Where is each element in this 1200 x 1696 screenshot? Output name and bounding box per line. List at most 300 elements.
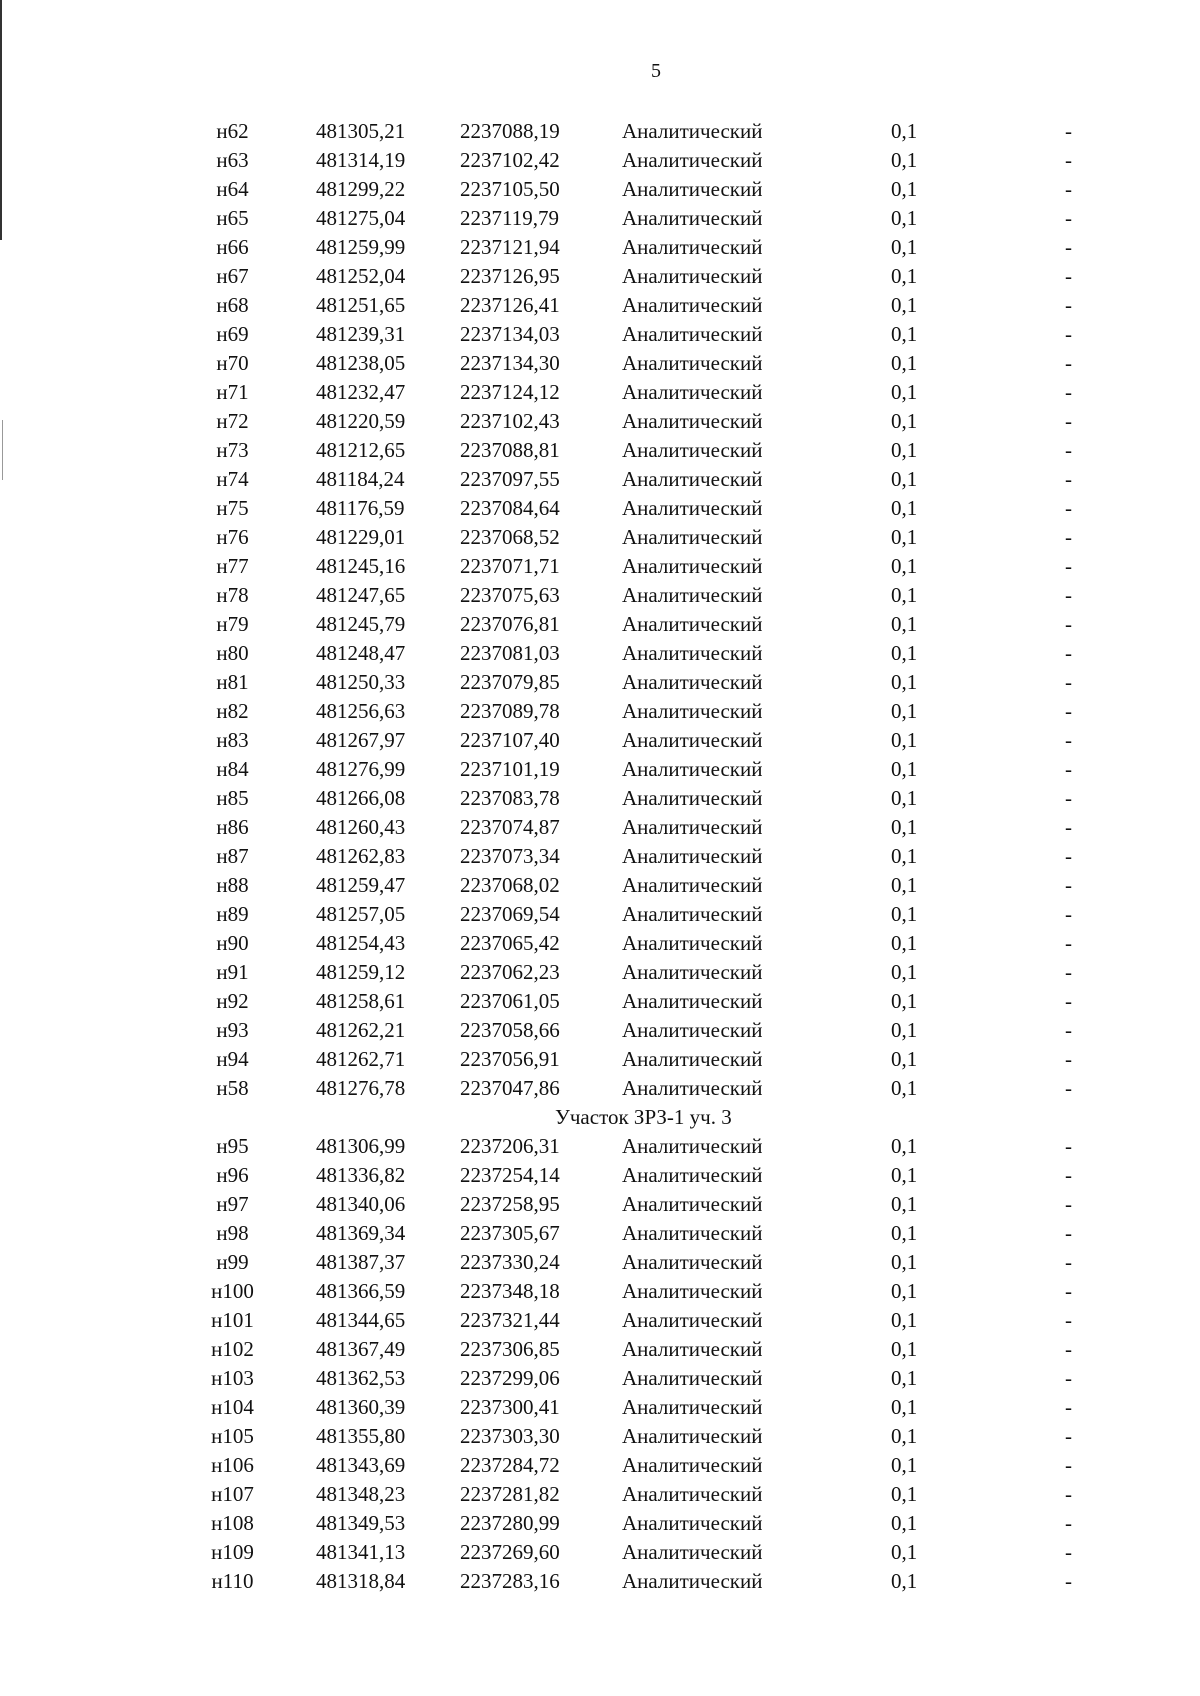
table-row xyxy=(0,987,1200,1016)
accuracy-cell: 0,1 xyxy=(891,206,918,230)
x-coordinate: 481349,53 xyxy=(316,1511,406,1535)
x-coordinate: 481251,65 xyxy=(316,293,406,317)
y-coordinate: 2237305,67 xyxy=(460,1221,560,1245)
note-cell: - xyxy=(1065,1395,1072,1419)
accuracy-cell: 0,1 xyxy=(891,351,918,375)
point-label: н107 xyxy=(211,1482,254,1506)
note-cell: - xyxy=(1065,960,1072,984)
x-coordinate: 481232,47 xyxy=(316,380,406,404)
accuracy-cell: 0,1 xyxy=(891,844,918,868)
point-label: н68 xyxy=(216,293,249,317)
accuracy-cell: 0,1 xyxy=(891,583,918,607)
accuracy-cell: 0,1 xyxy=(891,1221,918,1245)
method-cell: Аналитический xyxy=(622,1395,763,1419)
accuracy-cell: 0,1 xyxy=(891,757,918,781)
point-label: н100 xyxy=(211,1279,254,1303)
point-label: н88 xyxy=(216,873,249,897)
point-label: н83 xyxy=(216,728,249,752)
table-row xyxy=(0,639,1200,668)
accuracy-cell: 0,1 xyxy=(891,1134,918,1158)
y-coordinate: 2237065,42 xyxy=(460,931,560,955)
table-row xyxy=(0,407,1200,436)
y-coordinate: 2237076,81 xyxy=(460,612,560,636)
point-label: н84 xyxy=(216,757,249,781)
table-row xyxy=(0,378,1200,407)
y-coordinate: 2237105,50 xyxy=(460,177,560,201)
method-cell: Аналитический xyxy=(622,728,763,752)
x-coordinate: 481260,43 xyxy=(316,815,406,839)
accuracy-cell: 0,1 xyxy=(891,322,918,346)
method-cell: Аналитический xyxy=(622,902,763,926)
note-cell: - xyxy=(1065,554,1072,578)
note-cell: - xyxy=(1065,206,1072,230)
table-row xyxy=(0,1219,1200,1248)
x-coordinate: 481262,71 xyxy=(316,1047,406,1071)
method-cell: Аналитический xyxy=(622,1047,763,1071)
x-coordinate: 481355,80 xyxy=(316,1424,406,1448)
x-coordinate: 481250,33 xyxy=(316,670,406,694)
accuracy-cell: 0,1 xyxy=(891,1453,918,1477)
method-cell: Аналитический xyxy=(622,148,763,172)
table-row xyxy=(0,1335,1200,1364)
point-label: н102 xyxy=(211,1337,254,1361)
table-row xyxy=(0,262,1200,291)
note-cell: - xyxy=(1065,728,1072,752)
table-row xyxy=(0,1132,1200,1161)
table-row xyxy=(0,958,1200,987)
x-coordinate: 481344,65 xyxy=(316,1308,406,1332)
accuracy-cell: 0,1 xyxy=(891,1192,918,1216)
accuracy-cell: 0,1 xyxy=(891,119,918,143)
y-coordinate: 2237047,86 xyxy=(460,1076,560,1100)
y-coordinate: 2237083,78 xyxy=(460,786,560,810)
point-label: н94 xyxy=(216,1047,249,1071)
note-cell: - xyxy=(1065,119,1072,143)
method-cell: Аналитический xyxy=(622,1511,763,1535)
method-cell: Аналитический xyxy=(622,409,763,433)
accuracy-cell: 0,1 xyxy=(891,1308,918,1332)
point-label: н71 xyxy=(216,380,249,404)
table-row xyxy=(0,1393,1200,1422)
y-coordinate: 2237102,42 xyxy=(460,148,560,172)
method-cell: Аналитический xyxy=(622,641,763,665)
x-coordinate: 481259,12 xyxy=(316,960,406,984)
method-cell: Аналитический xyxy=(622,1134,763,1158)
y-coordinate: 2237069,54 xyxy=(460,902,560,926)
accuracy-cell: 0,1 xyxy=(891,873,918,897)
note-cell: - xyxy=(1065,1337,1072,1361)
point-label: н103 xyxy=(211,1366,254,1390)
x-coordinate: 481229,01 xyxy=(316,525,406,549)
accuracy-cell: 0,1 xyxy=(891,1482,918,1506)
y-coordinate: 2237102,43 xyxy=(460,409,560,433)
y-coordinate: 2237321,44 xyxy=(460,1308,560,1332)
x-coordinate: 481239,31 xyxy=(316,322,406,346)
accuracy-cell: 0,1 xyxy=(891,235,918,259)
note-cell: - xyxy=(1065,699,1072,723)
accuracy-cell: 0,1 xyxy=(891,670,918,694)
note-cell: - xyxy=(1065,873,1072,897)
x-coordinate: 481256,63 xyxy=(316,699,406,723)
x-coordinate: 481341,13 xyxy=(316,1540,406,1564)
note-cell: - xyxy=(1065,1366,1072,1390)
y-coordinate: 2237121,94 xyxy=(460,235,560,259)
method-cell: Аналитический xyxy=(622,1192,763,1216)
note-cell: - xyxy=(1065,1424,1072,1448)
table-row xyxy=(0,1422,1200,1451)
x-coordinate: 481184,24 xyxy=(316,467,405,491)
x-coordinate: 481299,22 xyxy=(316,177,406,201)
table-row xyxy=(0,1306,1200,1335)
method-cell: Аналитический xyxy=(622,1221,763,1245)
accuracy-cell: 0,1 xyxy=(891,1163,918,1187)
note-cell: - xyxy=(1065,264,1072,288)
method-cell: Аналитический xyxy=(622,960,763,984)
x-coordinate: 481318,84 xyxy=(316,1569,406,1593)
x-coordinate: 481247,65 xyxy=(316,583,406,607)
y-coordinate: 2237303,30 xyxy=(460,1424,560,1448)
point-label: н77 xyxy=(216,554,249,578)
note-cell: - xyxy=(1065,148,1072,172)
y-coordinate: 2237299,06 xyxy=(460,1366,560,1390)
point-label: н73 xyxy=(216,438,249,462)
table-row xyxy=(0,175,1200,204)
point-label: н64 xyxy=(216,177,249,201)
point-label: н75 xyxy=(216,496,249,520)
table-body-part-2 xyxy=(0,1132,1200,1596)
method-cell: Аналитический xyxy=(622,177,763,201)
note-cell: - xyxy=(1065,235,1072,259)
x-coordinate: 481340,06 xyxy=(316,1192,406,1216)
x-coordinate: 481360,39 xyxy=(316,1395,406,1419)
accuracy-cell: 0,1 xyxy=(891,1076,918,1100)
accuracy-cell: 0,1 xyxy=(891,786,918,810)
point-label: н104 xyxy=(211,1395,254,1419)
point-label: н63 xyxy=(216,148,249,172)
y-coordinate: 2237058,66 xyxy=(460,1018,560,1042)
y-coordinate: 2237280,99 xyxy=(460,1511,560,1535)
note-cell: - xyxy=(1065,322,1072,346)
x-coordinate: 481266,08 xyxy=(316,786,406,810)
table-row xyxy=(0,842,1200,871)
accuracy-cell: 0,1 xyxy=(891,1279,918,1303)
y-coordinate: 2237071,71 xyxy=(460,554,560,578)
method-cell: Аналитический xyxy=(622,931,763,955)
y-coordinate: 2237073,34 xyxy=(460,844,560,868)
accuracy-cell: 0,1 xyxy=(891,1395,918,1419)
note-cell: - xyxy=(1065,583,1072,607)
x-coordinate: 481369,34 xyxy=(316,1221,406,1245)
y-coordinate: 2237068,02 xyxy=(460,873,560,897)
table-row xyxy=(0,871,1200,900)
x-coordinate: 481343,69 xyxy=(316,1453,406,1477)
method-cell: Аналитический xyxy=(622,380,763,404)
point-label: н85 xyxy=(216,786,249,810)
point-label: н62 xyxy=(216,119,249,143)
point-label: н109 xyxy=(211,1540,254,1564)
table-row xyxy=(0,581,1200,610)
point-label: н81 xyxy=(216,670,249,694)
note-cell: - xyxy=(1065,293,1072,317)
method-cell: Аналитический xyxy=(622,989,763,1013)
point-label: н76 xyxy=(216,525,249,549)
y-coordinate: 2237258,95 xyxy=(460,1192,560,1216)
point-label: н67 xyxy=(216,264,249,288)
table-row xyxy=(0,1045,1200,1074)
note-cell: - xyxy=(1065,1540,1072,1564)
method-cell: Аналитический xyxy=(622,670,763,694)
note-cell: - xyxy=(1065,1221,1072,1245)
x-coordinate: 481258,61 xyxy=(316,989,406,1013)
table-row xyxy=(0,146,1200,175)
y-coordinate: 2237284,72 xyxy=(460,1453,560,1477)
x-coordinate: 481259,99 xyxy=(316,235,406,259)
method-cell: Аналитический xyxy=(622,119,763,143)
x-coordinate: 481262,83 xyxy=(316,844,406,868)
method-cell: Аналитический xyxy=(622,1250,763,1274)
y-coordinate: 2237306,85 xyxy=(460,1337,560,1361)
table-row xyxy=(0,1567,1200,1596)
method-cell: Аналитический xyxy=(622,1540,763,1564)
y-coordinate: 2237088,19 xyxy=(460,119,560,143)
note-cell: - xyxy=(1065,902,1072,926)
x-coordinate: 481336,82 xyxy=(316,1163,406,1187)
method-cell: Аналитический xyxy=(622,293,763,317)
note-cell: - xyxy=(1065,409,1072,433)
point-label: н65 xyxy=(216,206,249,230)
accuracy-cell: 0,1 xyxy=(891,177,918,201)
method-cell: Аналитический xyxy=(622,757,763,781)
x-coordinate: 481276,99 xyxy=(316,757,406,781)
table-row xyxy=(0,1277,1200,1306)
table-row xyxy=(0,204,1200,233)
note-cell: - xyxy=(1065,177,1072,201)
x-coordinate: 481259,47 xyxy=(316,873,406,897)
x-coordinate: 481220,59 xyxy=(316,409,406,433)
x-coordinate: 481387,37 xyxy=(316,1250,406,1274)
y-coordinate: 2237089,78 xyxy=(460,699,560,723)
x-coordinate: 481348,23 xyxy=(316,1482,406,1506)
accuracy-cell: 0,1 xyxy=(891,1337,918,1361)
table-row xyxy=(0,726,1200,755)
table-row xyxy=(0,813,1200,842)
table-row xyxy=(0,755,1200,784)
coordinates-table xyxy=(0,117,1200,1596)
method-cell: Аналитический xyxy=(622,1337,763,1361)
method-cell: Аналитический xyxy=(622,612,763,636)
x-coordinate: 481362,53 xyxy=(316,1366,406,1390)
y-coordinate: 2237068,52 xyxy=(460,525,560,549)
note-cell: - xyxy=(1065,380,1072,404)
accuracy-cell: 0,1 xyxy=(891,1511,918,1535)
x-coordinate: 481254,43 xyxy=(316,931,406,955)
point-label: н86 xyxy=(216,815,249,839)
x-coordinate: 481366,59 xyxy=(316,1279,406,1303)
table-row xyxy=(0,1248,1200,1277)
table-row xyxy=(0,552,1200,581)
note-cell: - xyxy=(1065,786,1072,810)
table-row xyxy=(0,465,1200,494)
table-row xyxy=(0,900,1200,929)
x-coordinate: 481276,78 xyxy=(316,1076,406,1100)
table-row xyxy=(0,668,1200,697)
note-cell: - xyxy=(1065,815,1072,839)
method-cell: Аналитический xyxy=(622,467,763,491)
note-cell: - xyxy=(1065,467,1072,491)
method-cell: Аналитический xyxy=(622,844,763,868)
method-cell: Аналитический xyxy=(622,264,763,288)
y-coordinate: 2237097,55 xyxy=(460,467,560,491)
page-number: 5 xyxy=(651,60,661,82)
method-cell: Аналитический xyxy=(622,1163,763,1187)
table-row xyxy=(0,697,1200,726)
point-label: н79 xyxy=(216,612,249,636)
note-cell: - xyxy=(1065,351,1072,375)
note-cell: - xyxy=(1065,1163,1072,1187)
note-cell: - xyxy=(1065,525,1072,549)
note-cell: - xyxy=(1065,1308,1072,1332)
note-cell: - xyxy=(1065,612,1072,636)
point-label: н110 xyxy=(211,1569,254,1593)
note-cell: - xyxy=(1065,844,1072,868)
y-coordinate: 2237075,63 xyxy=(460,583,560,607)
y-coordinate: 2237206,31 xyxy=(460,1134,560,1158)
x-coordinate: 481262,21 xyxy=(316,1018,406,1042)
y-coordinate: 2237081,03 xyxy=(460,641,560,665)
table-row xyxy=(0,494,1200,523)
point-label: н90 xyxy=(216,931,249,955)
table-row xyxy=(0,929,1200,958)
table-row xyxy=(0,1451,1200,1480)
accuracy-cell: 0,1 xyxy=(891,525,918,549)
method-cell: Аналитический xyxy=(622,235,763,259)
note-cell: - xyxy=(1065,1279,1072,1303)
note-cell: - xyxy=(1065,1569,1072,1593)
note-cell: - xyxy=(1065,1076,1072,1100)
point-label: н91 xyxy=(216,960,249,984)
point-label: н92 xyxy=(216,989,249,1013)
y-coordinate: 2237348,18 xyxy=(460,1279,560,1303)
accuracy-cell: 0,1 xyxy=(891,641,918,665)
point-label: н105 xyxy=(211,1424,254,1448)
accuracy-cell: 0,1 xyxy=(891,728,918,752)
y-coordinate: 2237084,64 xyxy=(460,496,560,520)
method-cell: Аналитический xyxy=(622,1366,763,1390)
y-coordinate: 2237107,40 xyxy=(460,728,560,752)
accuracy-cell: 0,1 xyxy=(891,699,918,723)
table-row xyxy=(0,320,1200,349)
method-cell: Аналитический xyxy=(622,1569,763,1593)
table-row xyxy=(0,1190,1200,1219)
note-cell: - xyxy=(1065,989,1072,1013)
x-coordinate: 481245,79 xyxy=(316,612,406,636)
table-row xyxy=(0,1161,1200,1190)
x-coordinate: 481176,59 xyxy=(316,496,405,520)
y-coordinate: 2237101,19 xyxy=(460,757,560,781)
table-row xyxy=(0,610,1200,639)
accuracy-cell: 0,1 xyxy=(891,1366,918,1390)
method-cell: Аналитический xyxy=(622,1482,763,1506)
x-coordinate: 481275,04 xyxy=(316,206,406,230)
accuracy-cell: 0,1 xyxy=(891,1424,918,1448)
note-cell: - xyxy=(1065,1250,1072,1274)
method-cell: Аналитический xyxy=(622,438,763,462)
table-row xyxy=(0,291,1200,320)
y-coordinate: 2237281,82 xyxy=(460,1482,560,1506)
point-label: н80 xyxy=(216,641,249,665)
note-cell: - xyxy=(1065,1453,1072,1477)
y-coordinate: 2237074,87 xyxy=(460,815,560,839)
table-row xyxy=(0,233,1200,262)
method-cell: Аналитический xyxy=(622,525,763,549)
accuracy-cell: 0,1 xyxy=(891,409,918,433)
point-label: н95 xyxy=(216,1134,249,1158)
y-coordinate: 2237283,16 xyxy=(460,1569,560,1593)
point-label: н93 xyxy=(216,1018,249,1042)
x-coordinate: 481305,21 xyxy=(316,119,406,143)
table-row xyxy=(0,1480,1200,1509)
accuracy-cell: 0,1 xyxy=(891,438,918,462)
point-label: н82 xyxy=(216,699,249,723)
y-coordinate: 2237126,95 xyxy=(460,264,560,288)
method-cell: Аналитический xyxy=(622,496,763,520)
x-coordinate: 481306,99 xyxy=(316,1134,406,1158)
table-row xyxy=(0,436,1200,465)
point-label: н72 xyxy=(216,409,249,433)
point-label: н89 xyxy=(216,902,249,926)
note-cell: - xyxy=(1065,1047,1072,1071)
note-cell: - xyxy=(1065,1192,1072,1216)
note-cell: - xyxy=(1065,496,1072,520)
section-title: Участок ЗРЗ-1 уч. 3 xyxy=(555,1105,732,1129)
accuracy-cell: 0,1 xyxy=(891,815,918,839)
accuracy-cell: 0,1 xyxy=(891,902,918,926)
y-coordinate: 2237269,60 xyxy=(460,1540,560,1564)
note-cell: - xyxy=(1065,931,1072,955)
method-cell: Аналитический xyxy=(622,1424,763,1448)
point-label: н58 xyxy=(216,1076,249,1100)
note-cell: - xyxy=(1065,1018,1072,1042)
accuracy-cell: 0,1 xyxy=(891,264,918,288)
point-label: н106 xyxy=(211,1453,254,1477)
point-label: н87 xyxy=(216,844,249,868)
y-coordinate: 2237061,05 xyxy=(460,989,560,1013)
method-cell: Аналитический xyxy=(622,322,763,346)
accuracy-cell: 0,1 xyxy=(891,960,918,984)
note-cell: - xyxy=(1065,641,1072,665)
y-coordinate: 2237056,91 xyxy=(460,1047,560,1071)
table-row xyxy=(0,784,1200,813)
accuracy-cell: 0,1 xyxy=(891,554,918,578)
y-coordinate: 2237300,41 xyxy=(460,1395,560,1419)
x-coordinate: 481248,47 xyxy=(316,641,406,665)
table-row xyxy=(0,1538,1200,1567)
y-coordinate: 2237088,81 xyxy=(460,438,560,462)
y-coordinate: 2237134,03 xyxy=(460,322,560,346)
point-label: н97 xyxy=(216,1192,249,1216)
method-cell: Аналитический xyxy=(622,786,763,810)
accuracy-cell: 0,1 xyxy=(891,148,918,172)
y-coordinate: 2237062,23 xyxy=(460,960,560,984)
point-label: н66 xyxy=(216,235,249,259)
table-body-part-1 xyxy=(0,117,1200,1103)
y-coordinate: 2237330,24 xyxy=(460,1250,560,1274)
method-cell: Аналитический xyxy=(622,1308,763,1332)
point-label: н99 xyxy=(216,1250,249,1274)
accuracy-cell: 0,1 xyxy=(891,612,918,636)
x-coordinate: 481314,19 xyxy=(316,148,406,172)
point-label: н69 xyxy=(216,322,249,346)
